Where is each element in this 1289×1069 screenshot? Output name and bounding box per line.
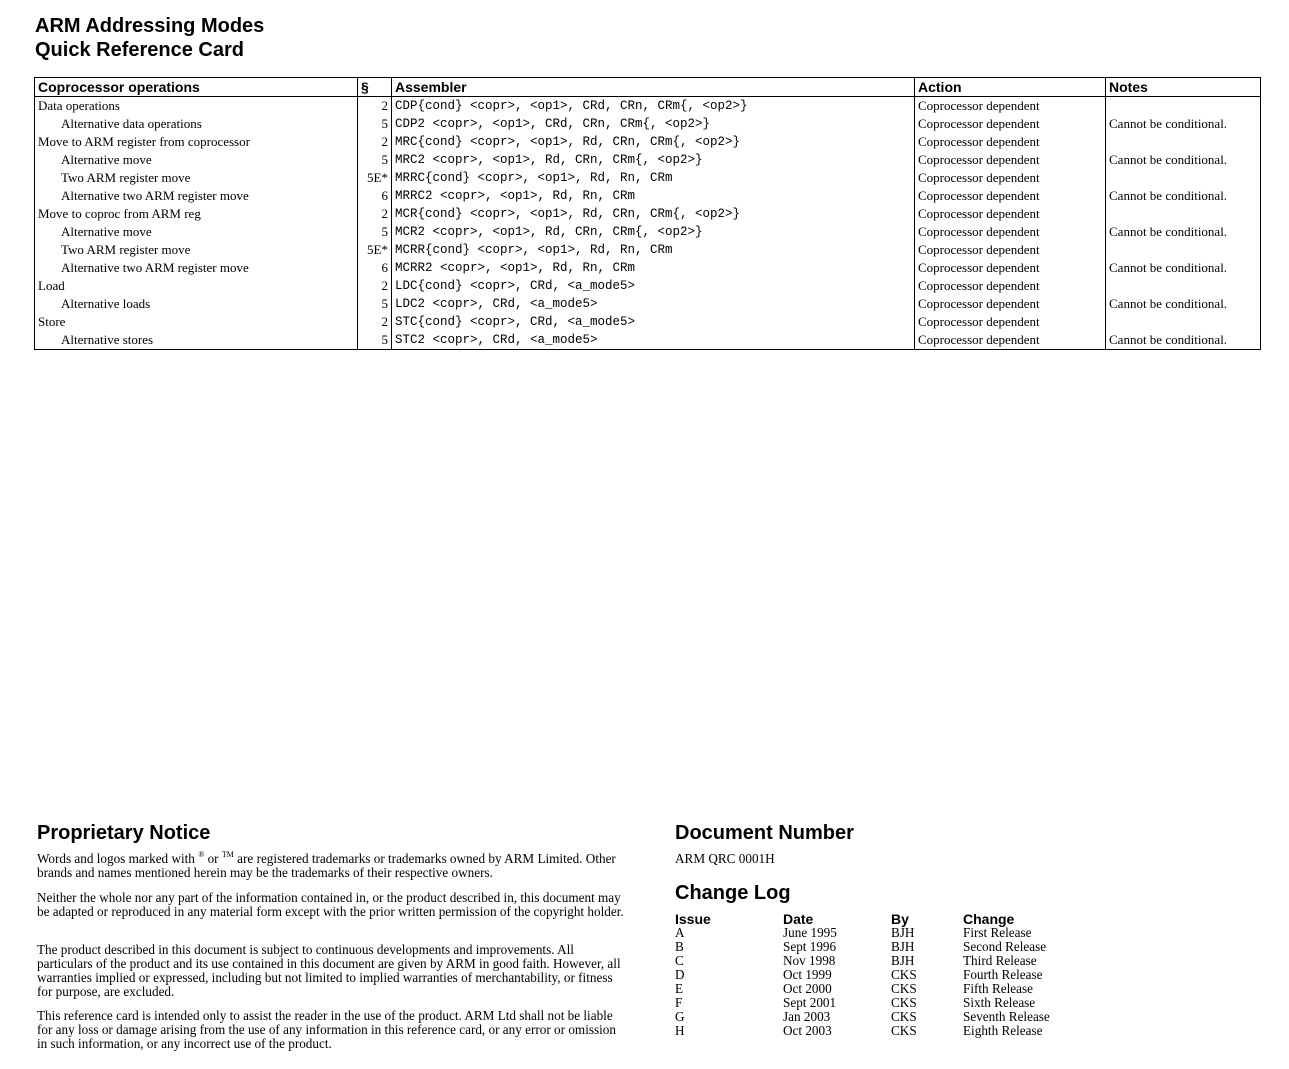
- action-cell: Coprocessor dependent: [915, 151, 1106, 169]
- notes-cell: [1106, 241, 1261, 259]
- coprocessor-operations-table: [34, 77, 1261, 350]
- table-row: [35, 97, 1261, 116]
- changelog-issue-value: H: [675, 1023, 685, 1038]
- operation-cell: Alternative loads: [61, 296, 151, 311]
- changelog-by-value: CKS: [891, 995, 917, 1010]
- operation-cell: Alternative data operations: [61, 116, 202, 131]
- section-cell: 6: [358, 187, 392, 205]
- assembler-cell: MRRC{cond} <copr>, <op1>, Rd, Rn, CRm: [392, 169, 915, 187]
- changelog-header-change: Change: [963, 911, 1015, 927]
- column-header-notes: Notes: [1106, 78, 1261, 97]
- operation-cell: Alternative two ARM register move: [61, 188, 249, 203]
- column-header-operation: Coprocessor operations: [35, 78, 358, 97]
- table-row: [35, 277, 1261, 295]
- table-row: [35, 115, 1261, 133]
- changelog-change-value: Fourth Release: [963, 967, 1043, 982]
- changelog-change-value: First Release: [963, 925, 1032, 940]
- table-row: [35, 223, 1261, 241]
- notes-cell: [1106, 277, 1261, 295]
- notes-cell: [1106, 205, 1261, 223]
- action-cell: Coprocessor dependent: [915, 277, 1106, 295]
- notes-cell: Cannot be conditional.: [1106, 331, 1261, 350]
- table-row: [35, 133, 1261, 151]
- notes-cell: Cannot be conditional.: [1106, 115, 1261, 133]
- section-cell: 6: [358, 259, 392, 277]
- assembler-cell: CDP{cond} <copr>, <op1>, CRd, CRn, CRm{, <op2>}: [392, 97, 915, 116]
- section-cell: 5: [358, 151, 392, 169]
- changelog-by-value: CKS: [891, 981, 917, 996]
- changelog-header-by: By: [891, 911, 909, 927]
- action-cell: Coprocessor dependent: [915, 133, 1106, 151]
- changelog-header-date: Date: [783, 911, 814, 927]
- action-cell: Coprocessor dependent: [915, 295, 1106, 313]
- section-cell: 5: [358, 295, 392, 313]
- notice-paragraph-warranty: The product described in this document is subject to continuous developments and improvements. All particulars of the product and its use contained in this document are given by ARM in good faith. However, all warranties implied or expressed, including but not limited to implied warranties of merchantability, or fitness for purpose, are excluded.: [37, 942, 621, 999]
- changelog-date-value: Oct 2003: [783, 1023, 832, 1038]
- notice-paragraph-trademarks: [37, 852, 627, 880]
- document-title: ARM Addressing Modes: [35, 15, 265, 37]
- assembler-cell: MCR{cond} <copr>, <op1>, Rd, CRn, CRm{, <op2>}: [392, 205, 915, 223]
- changelog-issue-value: F: [675, 995, 683, 1010]
- notes-cell: [1106, 169, 1261, 187]
- changelog-date-column: [783, 912, 837, 1038]
- changelog-issue-value: E: [675, 981, 684, 996]
- table-row: [35, 151, 1261, 169]
- section-cell: 5: [358, 115, 392, 133]
- changelog-issue-value: G: [675, 1009, 685, 1024]
- changelog-change-column: [963, 912, 1050, 1038]
- column-header-section: §: [358, 78, 392, 97]
- action-cell: Coprocessor dependent: [915, 115, 1106, 133]
- notice-paragraph-liability: This reference card is intended only to assist the reader in the use of the product. ARM Ltd shall not be liable for any loss or damage arising from the use of any information in this reference card, or any error or omission in such information, or any incorrect use of the product.: [37, 1008, 616, 1051]
- column-header-assembler: Assembler: [392, 78, 915, 97]
- operation-cell: Two ARM register move: [61, 242, 191, 257]
- table-row: [35, 313, 1261, 331]
- action-cell: Coprocessor dependent: [915, 97, 1106, 116]
- section-cell: 2: [358, 205, 392, 223]
- changelog-by-column: [891, 912, 917, 1038]
- changelog-date-value: Oct 1999: [783, 967, 832, 982]
- operation-cell: Load: [38, 278, 65, 293]
- assembler-cell: MRC{cond} <copr>, <op1>, Rd, CRn, CRm{, <op2>}: [392, 133, 915, 151]
- changelog-date-value: Sept 2001: [783, 995, 837, 1010]
- assembler-cell: MRRC2 <copr>, <op1>, Rd, Rn, CRm: [392, 187, 915, 205]
- changelog-date-value: June 1995: [783, 925, 837, 940]
- document-subtitle: Quick Reference Card: [35, 39, 244, 61]
- notes-cell: [1106, 133, 1261, 151]
- section-cell: 2: [358, 133, 392, 151]
- changelog-header-issue: Issue: [675, 911, 711, 927]
- assembler-cell: STC2 <copr>, CRd, <a_mode5>: [392, 331, 915, 350]
- assembler-cell: LDC{cond} <copr>, CRd, <a_mode5>: [392, 277, 915, 295]
- action-cell: Coprocessor dependent: [915, 169, 1106, 187]
- changelog-change-value: Second Release: [963, 939, 1047, 954]
- changelog-change-value: Seventh Release: [963, 1009, 1050, 1024]
- assembler-cell: MCRR2 <copr>, <op1>, Rd, Rn, CRm: [392, 259, 915, 277]
- notes-cell: [1106, 97, 1261, 116]
- changelog-issue-column: [675, 912, 711, 1038]
- notes-cell: Cannot be conditional.: [1106, 295, 1261, 313]
- section-cell: 5E*: [358, 169, 392, 187]
- changelog-change-value: Sixth Release: [963, 995, 1036, 1010]
- section-cell: 5E*: [358, 241, 392, 259]
- changelog-by-value: BJH: [891, 939, 915, 954]
- notice-text: Words and logos marked with: [37, 851, 199, 866]
- action-cell: Coprocessor dependent: [915, 187, 1106, 205]
- changelog-issue-value: B: [675, 939, 684, 954]
- action-cell: Coprocessor dependent: [915, 205, 1106, 223]
- changelog-date-value: Jan 2003: [783, 1009, 831, 1024]
- changelog-change-value: Eighth Release: [963, 1023, 1043, 1038]
- operation-cell: Alternative stores: [61, 332, 154, 347]
- table-row: [35, 259, 1261, 277]
- operation-cell: Store: [38, 314, 66, 329]
- assembler-cell: MCR2 <copr>, <op1>, Rd, CRn, CRm{, <op2>}: [392, 223, 915, 241]
- assembler-cell: LDC2 <copr>, CRd, <a_mode5>: [392, 295, 915, 313]
- notice-text: or: [204, 851, 222, 866]
- table-row: [35, 241, 1261, 259]
- trademark-mark: TM: [221, 850, 234, 859]
- action-cell: Coprocessor dependent: [915, 259, 1106, 277]
- section-cell: 5: [358, 223, 392, 241]
- section-cell: 2: [358, 277, 392, 295]
- changelog-by-value: CKS: [891, 967, 917, 982]
- changelog-date-value: Nov 1998: [783, 953, 836, 968]
- changelog-issue-value: A: [675, 925, 685, 940]
- action-cell: Coprocessor dependent: [915, 241, 1106, 259]
- operation-cell: Move to coproc from ARM reg: [38, 206, 201, 221]
- table-header-row: [35, 78, 1261, 97]
- operation-cell: Alternative move: [61, 152, 152, 167]
- changelog-by-value: CKS: [891, 1009, 917, 1024]
- assembler-cell: CDP2 <copr>, <op1>, CRd, CRn, CRm{, <op2>}: [392, 115, 915, 133]
- action-cell: Coprocessor dependent: [915, 223, 1106, 241]
- notes-cell: Cannot be conditional.: [1106, 223, 1261, 241]
- assembler-cell: MRC2 <copr>, <op1>, Rd, CRn, CRm{, <op2>}: [392, 151, 915, 169]
- changelog-date-value: Oct 2000: [783, 981, 832, 996]
- document-number: ARM QRC 0001H: [675, 851, 775, 866]
- registered-mark: ®: [198, 850, 205, 859]
- changelog-by-value: CKS: [891, 1023, 917, 1038]
- notes-cell: Cannot be conditional.: [1106, 187, 1261, 205]
- changelog-by-value: BJH: [891, 953, 915, 968]
- assembler-cell: STC{cond} <copr>, CRd, <a_mode5>: [392, 313, 915, 331]
- notes-cell: [1106, 313, 1261, 331]
- table-row: [35, 295, 1261, 313]
- column-header-action: Action: [915, 78, 1106, 97]
- changelog-change-value: Fifth Release: [963, 981, 1033, 996]
- operation-cell: Move to ARM register from coprocessor: [38, 134, 250, 149]
- operation-cell: Alternative move: [61, 224, 152, 239]
- changelog-date-value: Sept 1996: [783, 939, 837, 954]
- assembler-cell: MCRR{cond} <copr>, <op1>, Rd, Rn, CRm: [392, 241, 915, 259]
- section-cell: 5: [358, 331, 392, 350]
- table-row: [35, 187, 1261, 205]
- changelog-issue-value: D: [675, 967, 685, 982]
- document-number-title: Document Number: [675, 822, 854, 844]
- action-cell: Coprocessor dependent: [915, 313, 1106, 331]
- table-row: [35, 205, 1261, 223]
- table-row: [35, 331, 1261, 350]
- operation-cell: Alternative two ARM register move: [61, 260, 249, 275]
- table-row: [35, 169, 1261, 187]
- changelog-by-value: BJH: [891, 925, 915, 940]
- action-cell: Coprocessor dependent: [915, 331, 1106, 350]
- operation-cell: Data operations: [38, 98, 120, 113]
- notice-text: are registered trademarks or trademarks owned by ARM Limited. Other brands and names mentioned herein may be the trademarks of their respective owners.: [37, 851, 616, 880]
- proprietary-notice-title: Proprietary Notice: [37, 822, 211, 844]
- changelog-change-value: Third Release: [963, 953, 1037, 968]
- change-log-title: Change Log: [675, 882, 791, 904]
- notes-cell: Cannot be conditional.: [1106, 151, 1261, 169]
- notes-cell: Cannot be conditional.: [1106, 259, 1261, 277]
- notice-paragraph-copyright: Neither the whole nor any part of the information contained in, or the product described in, this document may be adapted or reproduced in any material form except with the prior written permission of the copyright holder.: [37, 890, 624, 919]
- changelog-issue-value: C: [675, 953, 684, 968]
- operation-cell: Two ARM register move: [61, 170, 191, 185]
- section-cell: 2: [358, 97, 392, 116]
- section-cell: 2: [358, 313, 392, 331]
